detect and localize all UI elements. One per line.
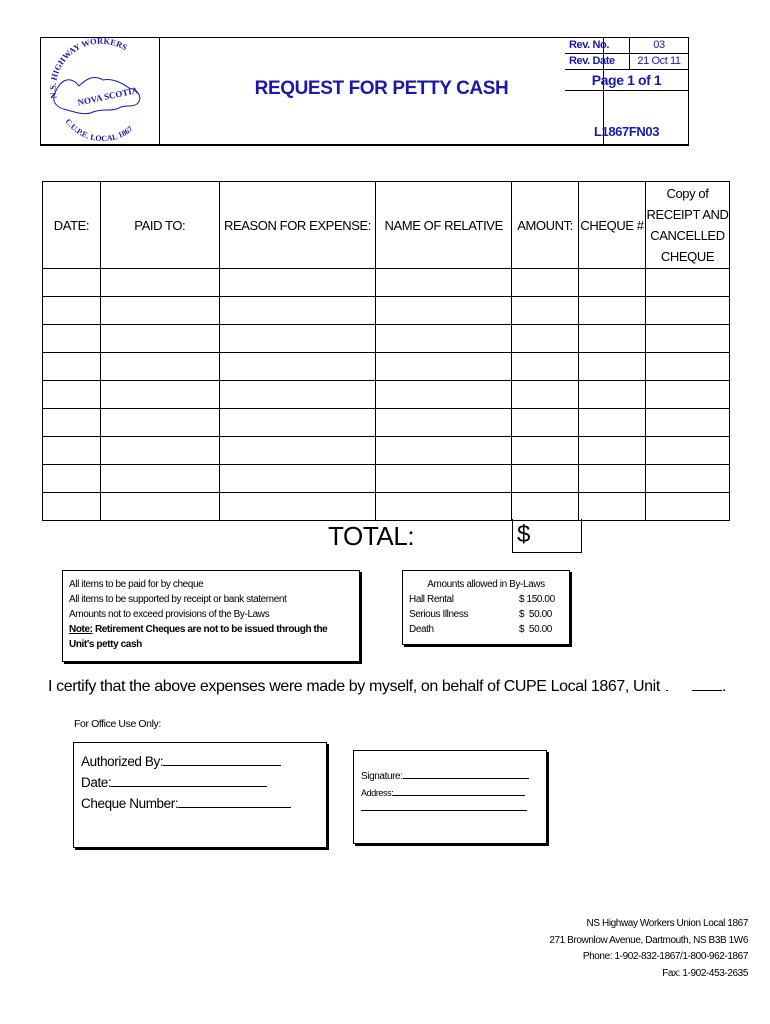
footer-line-4: Fax: 1-902-453-2635 (662, 967, 748, 979)
table-row (43, 269, 730, 297)
logo-arc-bottom-text: C.U.P.E. LOCAL 1867 (63, 117, 135, 144)
total-currency: $ (517, 521, 530, 548)
cell-relative[interactable] (376, 381, 512, 409)
bylaw-amount: $ 150.00 (519, 594, 555, 605)
bylaw-item (403, 622, 569, 637)
bylaws-list (403, 592, 569, 637)
cell-paid-to[interactable] (100, 269, 219, 297)
authorized-field[interactable] (163, 751, 281, 766)
table-row (43, 297, 730, 325)
address-row (361, 786, 525, 798)
cell-copy[interactable] (645, 493, 729, 521)
cell-relative[interactable] (376, 465, 512, 493)
certify-statement (48, 678, 726, 696)
cell-amount[interactable] (512, 381, 579, 409)
rule-note-text-2: Unit's petty cash (69, 639, 142, 650)
cell-copy[interactable] (645, 353, 729, 381)
cell-paid-to[interactable] (100, 297, 219, 325)
cell-copy[interactable] (645, 297, 729, 325)
cell-amount[interactable] (512, 465, 579, 493)
date-row (81, 772, 326, 793)
cell-reason[interactable] (219, 409, 376, 437)
cell-amount[interactable] (512, 493, 579, 521)
cell-paid-to[interactable] (100, 325, 219, 353)
bylaw-label: Hall Rental (409, 594, 454, 605)
cell-relative[interactable] (376, 269, 512, 297)
rev-date-label-cell (565, 54, 630, 70)
col-copy-line-3: CANCELLED (650, 228, 725, 243)
col-copy-line-1: Copy of (666, 186, 709, 201)
cell-amount[interactable] (512, 269, 579, 297)
authorized-row (81, 751, 326, 772)
revision-block (565, 38, 689, 145)
cell-paid-to[interactable] (100, 409, 219, 437)
cell-copy[interactable] (645, 269, 729, 297)
bylaw-item (403, 607, 569, 622)
bylaws-box (402, 570, 570, 645)
cell-relative[interactable] (376, 297, 512, 325)
cell-cheque[interactable] (579, 353, 646, 381)
cell-reason[interactable] (219, 269, 376, 297)
rev-no-value: 03 (653, 39, 665, 51)
cell-cheque[interactable] (579, 493, 646, 521)
cell-copy[interactable] (645, 325, 729, 353)
cell-relative[interactable] (376, 409, 512, 437)
footer-line-2: 271 Brownlow Avenue, Dartmouth, NS B3B 1W6 (549, 934, 748, 946)
table-row (43, 325, 730, 353)
rule-note-text: Retirement Cheques are not to be issued through the (92, 624, 328, 635)
authorized-label: Authorized By: (81, 754, 164, 769)
footer-line-1: NS Highway Workers Union Local 1867 (586, 918, 748, 929)
rev-no-label: Rev. No. (569, 39, 609, 51)
cell-date[interactable] (43, 493, 101, 521)
cell-reason[interactable] (219, 493, 376, 521)
cell-date[interactable] (43, 437, 101, 465)
cell-copy[interactable] (645, 437, 729, 465)
address-field[interactable] (393, 786, 525, 796)
bylaw-label: Death (409, 624, 434, 635)
logo-center-text: NOVA SCOTIA (76, 85, 139, 108)
cell-date[interactable] (43, 353, 101, 381)
rule-line-2: All items to be supported by receipt or bank statement (69, 594, 287, 605)
signature-row (361, 767, 529, 782)
cell-copy[interactable] (645, 381, 729, 409)
cell-amount[interactable] (512, 353, 579, 381)
table-row (43, 493, 730, 521)
bylaw-amount: $ 50.00 (519, 624, 552, 635)
bylaw-amount: $ 50.00 (519, 609, 552, 620)
cell-date[interactable] (43, 297, 101, 325)
title-cell (160, 38, 604, 145)
cell-relative[interactable] (376, 493, 512, 521)
cell-reason[interactable] (219, 437, 376, 465)
signature-label: Signature: (361, 771, 403, 782)
cell-relative[interactable] (376, 325, 512, 353)
rules-box (62, 570, 360, 662)
cell-paid-to[interactable] (100, 465, 219, 493)
cell-date[interactable] (43, 269, 101, 297)
rule-note (69, 622, 359, 637)
office-box (73, 742, 327, 848)
table-header-row (43, 182, 730, 269)
cell-date[interactable] (43, 465, 101, 493)
cell-paid-to[interactable] (100, 381, 219, 409)
table-row (43, 465, 730, 493)
cell-copy[interactable] (645, 409, 729, 437)
rule-line-1: All items to be paid for by cheque (69, 579, 204, 590)
table-row (43, 353, 730, 381)
col-relative: NAME OF RELATIVE (376, 182, 512, 269)
cell-paid-to[interactable] (100, 353, 219, 381)
signature-box (353, 750, 547, 844)
union-logo (41, 38, 159, 145)
page-title: REQUEST FOR PETTY CASH (254, 78, 509, 99)
cell-date[interactable] (43, 381, 101, 409)
unit-underline-short (666, 689, 668, 691)
cell-copy[interactable] (645, 465, 729, 493)
cell-amount[interactable] (512, 297, 579, 325)
address-label: Address: (361, 788, 394, 798)
cell-cheque[interactable] (579, 269, 646, 297)
cell-cheque[interactable] (579, 437, 646, 465)
col-cheque: CHEQUE # (579, 182, 646, 269)
col-amount: AMOUNT: (512, 182, 579, 269)
cell-paid-to[interactable] (100, 437, 219, 465)
cell-cheque[interactable] (579, 465, 646, 493)
table-row (43, 437, 730, 465)
certify-end: . (721, 678, 727, 695)
rev-date-value-cell (630, 54, 689, 70)
cheque-number-label: Cheque Number: (81, 796, 179, 811)
cell-reason[interactable] (219, 381, 376, 409)
table-row (43, 381, 730, 409)
header-bottom-border (41, 144, 689, 145)
col-copy-line-2: RECEIPT AND (646, 207, 729, 222)
cell-reason[interactable] (219, 353, 376, 381)
certify-text: I certify that the above expenses were made by myself, on behalf of CUPE Local 1867, Unit (48, 678, 660, 695)
rev-date-value: 21 Oct 11 (637, 55, 681, 67)
page-number: Page 1 of 1 (591, 72, 662, 88)
total-label: TOTAL: (328, 521, 415, 551)
rev-no-label-cell (565, 38, 630, 54)
cell-cheque[interactable] (579, 381, 646, 409)
col-date: DATE: (43, 182, 101, 269)
expense-table (42, 181, 730, 521)
cheque-number-row (81, 793, 326, 814)
cell-reason[interactable] (219, 465, 376, 493)
total-amount-field[interactable] (512, 519, 582, 553)
cell-cheque[interactable] (579, 409, 646, 437)
form-header (40, 37, 689, 146)
cell-date[interactable] (43, 409, 101, 437)
cell-cheque[interactable] (579, 325, 646, 353)
cell-relative[interactable] (376, 353, 512, 381)
form-code: L1867FN03 (593, 124, 660, 139)
rule-note-label: Note: (69, 624, 93, 635)
col-copy (645, 182, 729, 269)
logo-arc-top-text: N.S. HIGHWAY WORKERS (47, 38, 130, 100)
page-number-cell (565, 70, 689, 91)
form-code-cell (565, 91, 689, 145)
date-label: Date: (81, 775, 112, 790)
rule-line-3: Amounts not to exceed provisions of the By-Laws (69, 609, 270, 620)
cell-cheque[interactable] (579, 297, 646, 325)
cell-reason[interactable] (219, 297, 376, 325)
date-field[interactable] (111, 772, 267, 787)
cell-amount[interactable] (512, 437, 579, 465)
footer-contact (549, 916, 748, 982)
col-paid-to: PAID TO: (100, 182, 219, 269)
cheque-number-field[interactable] (178, 793, 291, 808)
unit-field[interactable] (692, 689, 722, 691)
cell-reason[interactable] (219, 325, 376, 353)
signature-field[interactable] (403, 767, 529, 779)
logo-cell (41, 38, 160, 145)
bylaw-label: Serious Illness (409, 609, 469, 620)
cell-relative[interactable] (376, 437, 512, 465)
table-body (43, 269, 730, 521)
col-copy-line-4: CHEQUE (660, 249, 715, 264)
cell-amount[interactable] (512, 325, 579, 353)
rev-no-value-cell (630, 38, 689, 54)
table-row (43, 409, 730, 437)
bylaw-item (403, 592, 569, 607)
bylaws-title: Amounts allowed in By-Laws (427, 579, 545, 590)
cell-paid-to[interactable] (100, 493, 219, 521)
office-use-label: For Office Use Only: (74, 718, 161, 730)
address-field-line-2[interactable] (361, 810, 527, 811)
col-reason: REASON FOR EXPENSE: (219, 182, 376, 269)
cell-date[interactable] (43, 325, 101, 353)
cell-amount[interactable] (512, 409, 579, 437)
rev-date-label: Rev. Date (569, 55, 615, 67)
footer-line-3: Phone: 1-902-832-1867/1-800-962-1867 (582, 951, 748, 962)
